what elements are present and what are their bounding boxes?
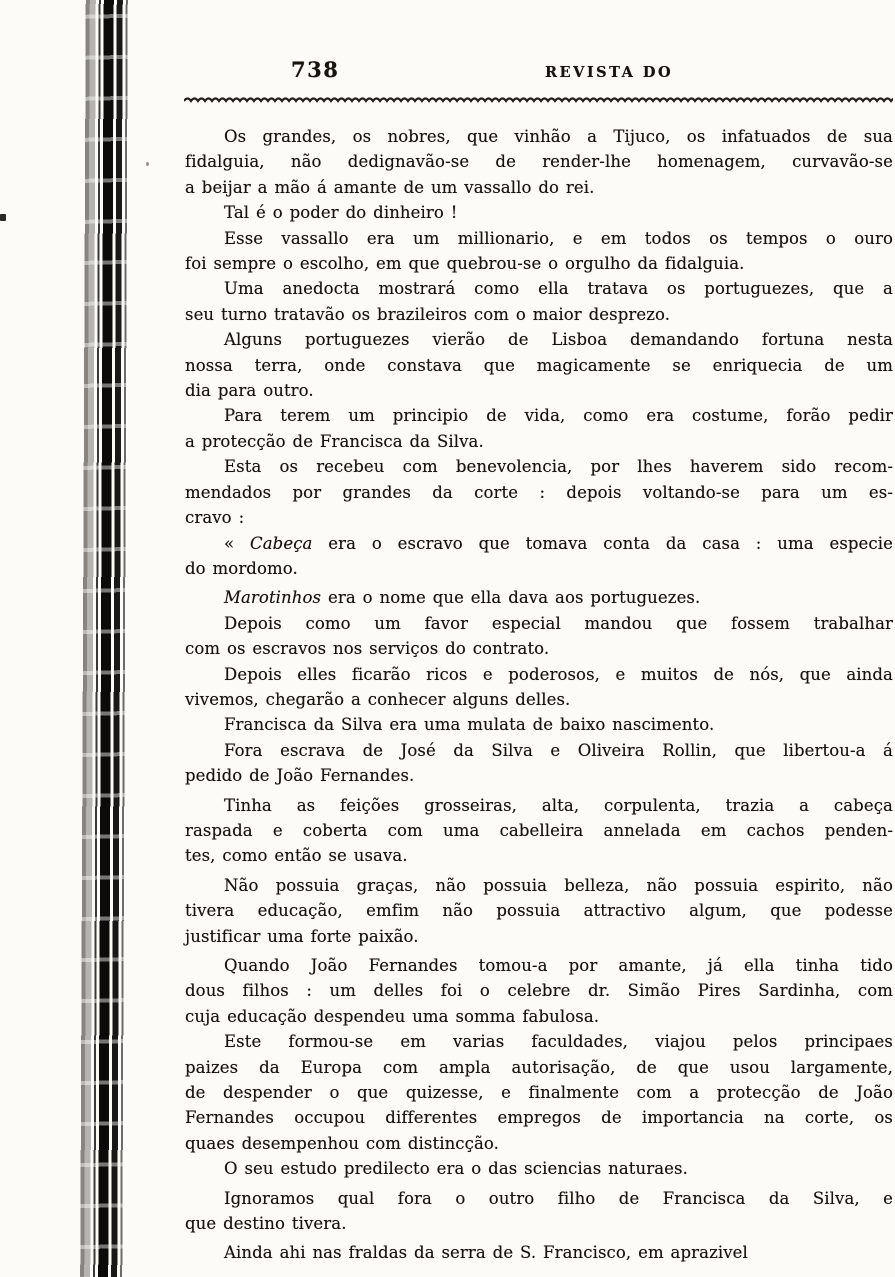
page-number: 738 (291, 57, 340, 82)
text-line: cravo : (185, 508, 245, 528)
text-line: Não possuia graças, não possuia belleza, não possuia espirito, não (224, 875, 893, 895)
paragraph (185, 531, 893, 582)
text-line: Os grandes, os nobres, que vinhão a Tijuco, os infatuados de sua (224, 127, 893, 146)
text-line: « Cabeça era o escravo que tomava conta da casa : uma especie (224, 533, 894, 553)
text-line: paizes da Europa com ampla autorisação, de que usou largamente, (185, 1057, 893, 1077)
page-body (185, 124, 893, 1266)
text-line: Tinha as feições grosseiras, alta, corpulenta, trazia a cabeça (224, 795, 893, 815)
paragraph (185, 662, 893, 713)
text-line: vivemos, chegarão a conhecer alguns delles. (185, 689, 571, 709)
ink-speck (146, 162, 149, 166)
paragraph (185, 611, 893, 662)
text-line: com os escravos nos serviços do contrato. (185, 639, 550, 659)
text-line: nossa terra, onde constava que magicamente se enriquecia de um (185, 355, 893, 375)
text-line: pedido de João Fernandes. (185, 766, 415, 786)
paragraph (185, 712, 893, 737)
text-line: Depois como um favor especial mandou que fossem trabalhar (224, 613, 893, 633)
wavy-rule-graphic (184, 95, 893, 105)
paragraph (185, 124, 893, 200)
paragraph (185, 200, 893, 225)
text-line: tivera educação, emfim não possuia attractivo algum, que podesse (185, 901, 893, 921)
paragraph (185, 403, 893, 454)
text-line: justificar uma forte paixão. (185, 926, 419, 946)
paragraph (185, 793, 893, 869)
text-line: seu turno tratavão os brazileiros com o maior desprezo. (185, 304, 671, 324)
text-line: Esta os recebeu com benevolencia, por lhes haverem sido recom- (224, 457, 893, 477)
text-line: O seu estudo predilecto era o das sciencias naturaes. (224, 1159, 688, 1179)
paragraph (185, 276, 893, 327)
text-line: dous filhos : um delles foi o celebre dr. Simão Pires Sardinha, com (185, 981, 893, 1001)
text-line: Para terem um principio de vida, como era costume, forão pedir (224, 406, 893, 426)
ink-speck (0, 214, 6, 221)
text-line: Esse vassallo era um millionario, e em todos os tempos o ouro (224, 228, 893, 248)
paragraph (185, 953, 893, 1029)
paragraph (185, 738, 893, 789)
text-line: a beijar a mão á amante de um vassallo do rei. (185, 177, 595, 197)
text-line: fidalguia, não dedignavão-se de render-lhe homenagem, curvavão-se (185, 152, 893, 172)
running-title: REVISTA DO (545, 64, 674, 81)
paragraph (185, 1029, 893, 1156)
text-line: Francisca da Silva era uma mulata de baixo nascimento. (224, 715, 715, 735)
text-line: foi sempre o escolho, em que quebrou-se o orgulho da fidalguia. (185, 254, 745, 274)
paragraph (185, 226, 893, 277)
text-line: tes, como então se usava. (185, 846, 408, 866)
paragraph (185, 1240, 893, 1265)
text-line: Depois elles ficarão ricos e poderosos, e muitos de nós, que ainda (224, 664, 893, 684)
text-line: dia para outro. (185, 381, 314, 401)
text-line: mendados por grandes da corte : depois voltando-se para um es- (185, 482, 893, 502)
header-rule (184, 95, 893, 105)
text-line: Ignoramos qual fora o outro filho de Francisca da Silva, e (224, 1188, 893, 1208)
paragraph (185, 585, 893, 610)
paragraph (185, 1186, 893, 1237)
text-line: raspada e coberta com uma cabelleira annelada em cachos penden- (185, 820, 893, 840)
text-line: Uma anedocta mostrará como ella tratava os portuguezes, que a (224, 279, 893, 299)
text-line: Quando João Fernandes tomou-a por amante, já ella tinha tido (224, 956, 893, 975)
text-line: Fora escrava de José da Silva e Oliveira Rollin, que libertou-a á (224, 740, 893, 760)
text-line: quaes desempenhou com distincção. (185, 1133, 500, 1153)
text-line: Alguns portuguezes vierão de Lisboa demandando fortuna nesta (224, 330, 893, 350)
text-line: de despender o que quizesse, e finalmente com a protecção de João (185, 1083, 893, 1103)
paragraph (185, 327, 893, 403)
text-line: a protecção de Francisca da Silva. (185, 431, 484, 451)
paragraph (185, 454, 893, 530)
text-line: cuja educação despendeu uma somma fabulosa. (185, 1006, 600, 1026)
text-line: Marotinhos era o nome que ella dava aos portuguezes. (224, 588, 701, 608)
text-line: do mordomo. (185, 558, 298, 578)
paragraph (185, 1156, 893, 1181)
book-gutter-shadow (75, 0, 143, 1277)
text-line: que destino tivera. (185, 1214, 347, 1234)
text-line: Este formou-se em varias faculdades, viajou pelos principaes (224, 1032, 893, 1052)
text-line: Fernandes occupou differentes empregos de importancia na corte, os (185, 1108, 893, 1128)
text-line: Ainda ahi nas fraldas da serra de S. Francisco, em aprazivel (224, 1243, 748, 1263)
text-line: Tal é o poder do dinheiro ! (224, 203, 458, 223)
paragraph (185, 873, 893, 949)
